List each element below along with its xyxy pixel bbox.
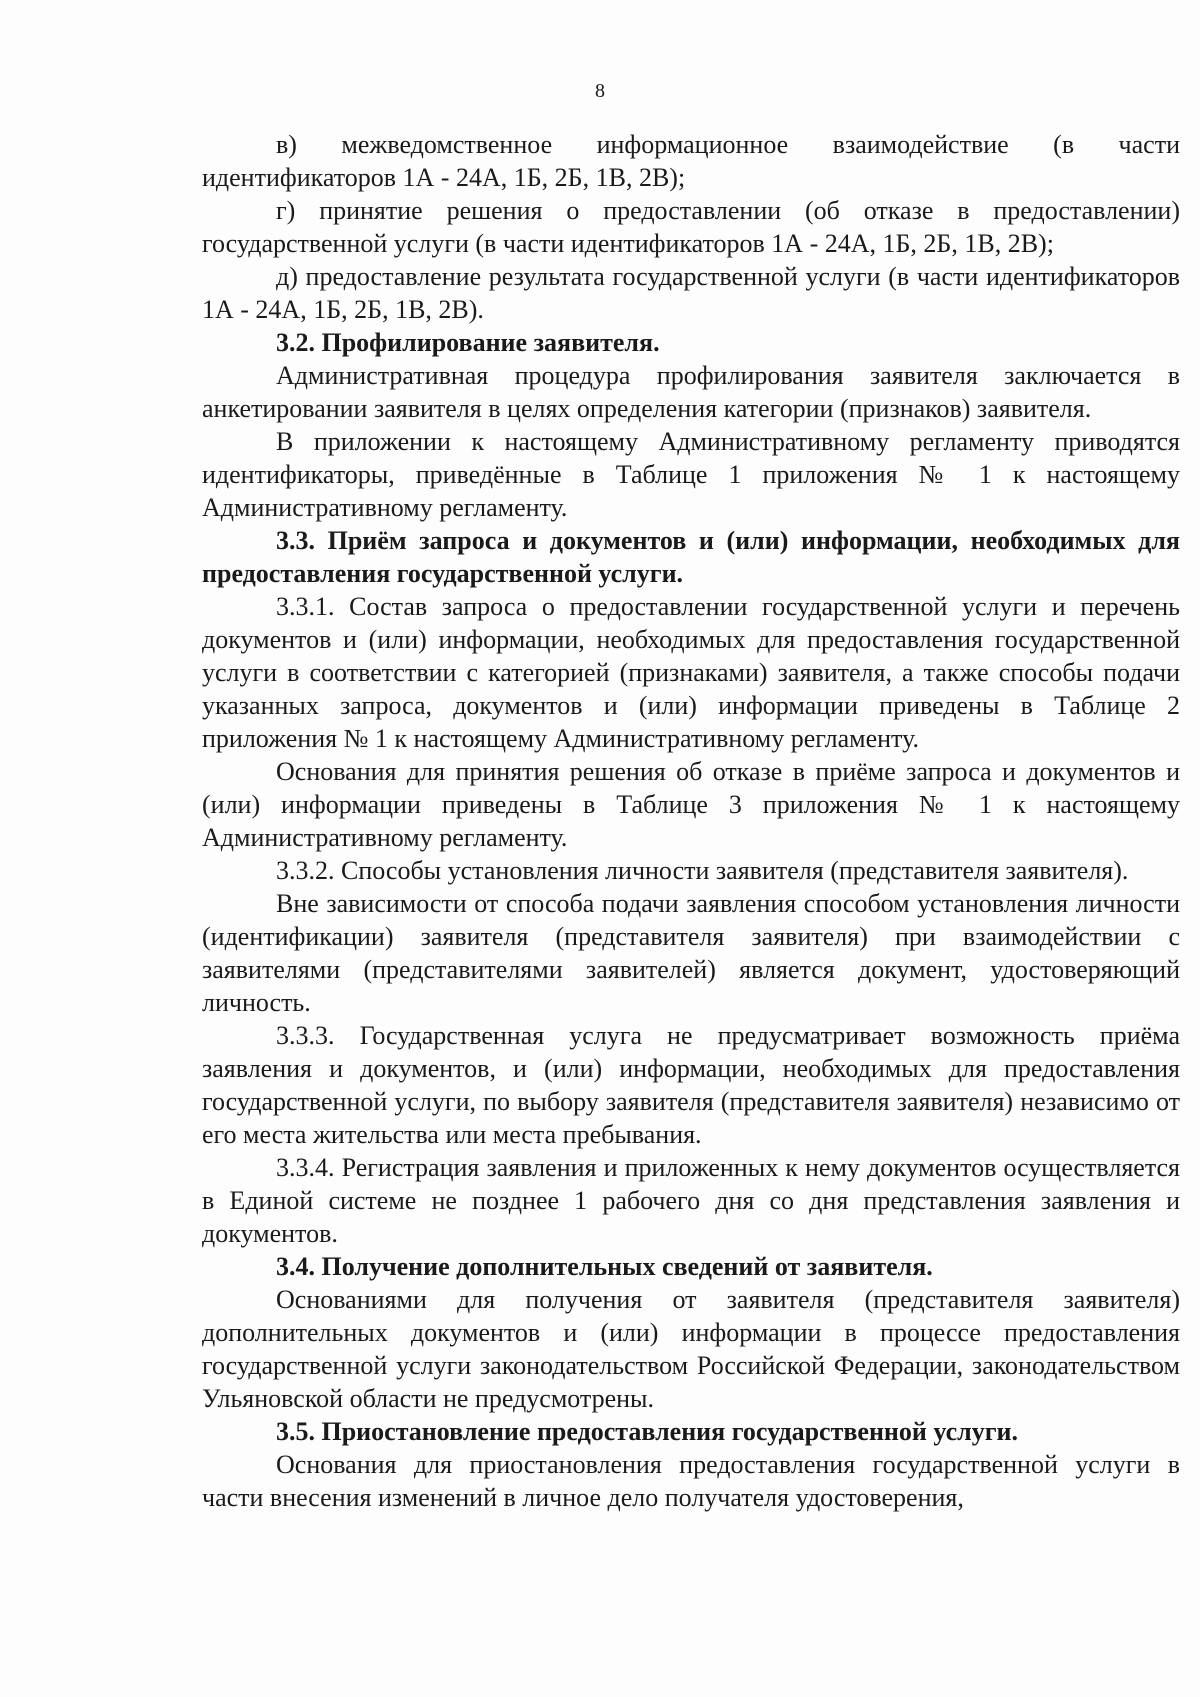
- paragraph-item-v: в) межведомственное информационное взаимодействие (в части идентификаторов 1А - 24А, 1Б, 2Б, 1В, 2В);: [202, 130, 1180, 192]
- paragraph: Основания для приостановления предоставления государственной услуги в части внесения изменений в личное дело получателя удостоверения,: [202, 1450, 1180, 1512]
- section-heading-3-2: 3.2. Профилирование заявителя.: [276, 328, 660, 357]
- section-heading-3-3: 3.3. Приём запроса и документов и (или) информации, необходимых для предоставления государственной услуги.: [202, 526, 1180, 588]
- paragraph-3-3-1: 3.3.1. Состав запроса о предоставлении государственной услуги и перечень документов и (или) информации, необходимых для предоставления государственной услуги в соответствии с категорией (признаками) заявителя, а также способы подачи указанных запроса, документов и (или) информации приведены в Таблице 2 приложения № 1 к настоящему Административному регламенту.: [202, 592, 1180, 753]
- paragraph-3-3-3: 3.3.3. Государственная услуга не предусматривает возможность приёма заявления и документов, и (или) информации, необходимых для предоставления государственной услуги, по выбору заявителя (представителя заявителя) независимо от его места жительства или места пребывания.: [202, 1021, 1180, 1149]
- paragraph: В приложении к настоящему Административному регламенту приводятся идентификаторы, приведённые в Таблице 1 приложения № 1 к настоящему Административному регламенту.: [202, 427, 1180, 522]
- paragraph: Основания для принятия решения об отказе в приёме запроса и документов и (или) информации приведены в Таблице 3 приложения № 1 к настоящему Административному регламенту.: [202, 757, 1180, 852]
- page-body: [202, 128, 1180, 1514]
- paragraph: Административная процедура профилирования заявителя заключается в анкетировании заявителя в целях определения категории (признаков) заявителя.: [202, 361, 1180, 423]
- paragraph-3-3-4: 3.3.4. Регистрация заявления и приложенных к нему документов осуществляется в Единой системе не позднее 1 рабочего дня со дня представления заявления и документов.: [202, 1153, 1180, 1248]
- paragraph-item-d: д) предоставление результата государственной услуги (в части идентификаторов 1А - 24А, 1Б, 2Б, 1В, 2В).: [202, 262, 1180, 324]
- paragraph: Вне зависимости от способа подачи заявления способом установления личности (идентификации) заявителя (представителя заявителя) при взаимодействии с заявителями (представителями заявителей) является документ, удостоверяющий личность.: [202, 889, 1180, 1017]
- section-heading-3-4: 3.4. Получение дополнительных сведений от заявителя.: [276, 1252, 933, 1281]
- section-heading-3-5: 3.5. Приостановление предоставления государственной услуги.: [276, 1417, 1019, 1446]
- page-number: 8: [595, 80, 605, 102]
- paragraph-3-3-2: 3.3.2. Способы установления личности заявителя (представителя заявителя).: [276, 856, 1129, 885]
- paragraph: Основаниями для получения от заявителя (представителя заявителя) дополнительных документов и (или) информации в процессе предоставления государственной услуги законодательством Российской Федерации, законодательством Ульяновской области не предусмотрены.: [202, 1285, 1180, 1413]
- paragraph-item-g: г) принятие решения о предоставлении (об отказе в предоставлении) государственной услуги (в части идентификаторов 1А - 24А, 1Б, 2Б, 1В, 2В);: [202, 196, 1180, 258]
